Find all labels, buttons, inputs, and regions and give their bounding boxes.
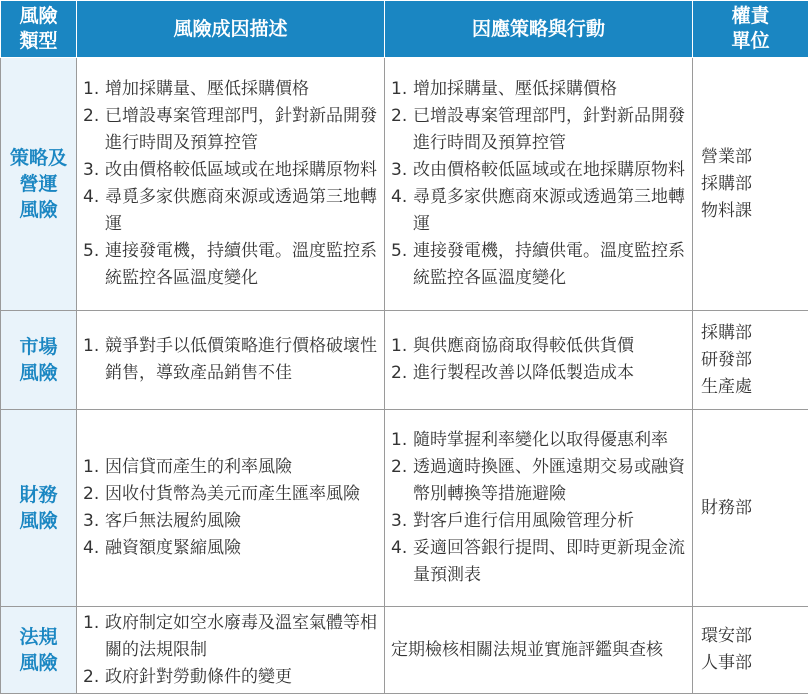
unit-cell — [693, 607, 808, 694]
list-item: 2. 已增設專案管理部門，針對新品開發進行時間及預算控管 — [83, 106, 377, 153]
list-item: 1. 隨時掌握利率變化以取得優惠利率 — [391, 430, 668, 450]
list-item: 3. 改由價格較低區域或在地採購原物料 — [391, 160, 685, 180]
unit-name: 採購部 — [701, 322, 752, 343]
cause-cell — [77, 607, 385, 694]
header-responsible-unit — [693, 1, 808, 58]
strategy-cell — [385, 58, 693, 311]
list-item: 1. 與供應商協商取得較低供貨價 — [391, 336, 634, 356]
list-item: 2. 進行製程改善以降低製造成本 — [391, 363, 634, 383]
list-item: 3. 客戶無法履約風險 — [83, 511, 241, 531]
table-row — [1, 607, 808, 694]
list-item: 5. 連接發電機，持續供電。溫度監控系統監控各區溫度變化 — [83, 241, 377, 288]
list-item: 4. 妥適回答銀行提問、即時更新現金流量預測表 — [391, 538, 685, 585]
unit-cell — [693, 311, 808, 410]
cause-list — [83, 610, 378, 691]
table-row — [1, 311, 808, 410]
strategy-cell — [385, 607, 693, 694]
risk-type-cell — [1, 311, 77, 410]
risk-type-cell — [1, 410, 77, 607]
risk-type-line: 市場 — [19, 336, 58, 358]
list-item: 4. 融資額度緊縮風險 — [83, 538, 241, 558]
table-row — [1, 410, 808, 607]
header-risk-type — [1, 1, 77, 58]
unit-name: 研發部 — [701, 349, 752, 370]
risk-type-line: 風險 — [19, 652, 58, 674]
header-unit-line: 單位 — [731, 30, 770, 52]
header-unit-line: 權責 — [731, 5, 770, 27]
strategy-cell — [385, 410, 693, 607]
unit-name: 生產處 — [701, 376, 752, 397]
unit-name: 物料課 — [701, 200, 752, 221]
unit-name: 環安部 — [701, 626, 752, 646]
header-row — [1, 1, 808, 58]
strategy-cell — [385, 311, 693, 410]
header-strategy: 因應策略與行動 — [385, 1, 693, 58]
unit-cell — [693, 58, 808, 311]
list-item: 4. 尋覓多家供應商來源或透過第三地轉運 — [391, 187, 685, 234]
cause-cell — [77, 311, 385, 410]
cause-list — [83, 76, 378, 292]
risk-type-cell — [1, 607, 77, 694]
list-item: 1. 政府制定如空水廢毒及溫室氣體等相關的法規限制 — [83, 612, 377, 660]
cause-list — [83, 333, 378, 387]
unit-name: 營業部 — [701, 146, 752, 167]
risk-type-line: 策略及 — [9, 147, 67, 169]
list-item: 5. 連接發電機，持續供電。溫度監控系統監控各區溫度變化 — [391, 241, 685, 288]
unit-cell — [693, 410, 808, 607]
list-item: 1. 競爭對手以低價策略進行價格破壞性銷售，導致產品銷售不佳 — [83, 336, 377, 383]
risk-type-line: 風險 — [19, 199, 58, 221]
strategy-text: 定期檢核相關法規並實施評鑑與查核 — [391, 639, 663, 660]
list-item: 2. 透過適時換匯、外匯遠期交易或融資幣別轉換等措施避險 — [391, 457, 685, 504]
list-item: 2. 因收付貨幣為美元而產生匯率風險 — [83, 484, 360, 504]
list-item: 2. 已增設專案管理部門，針對新品開發進行時間及預算控管 — [391, 106, 685, 153]
risk-type-line: 風險 — [19, 362, 58, 384]
risk-type-cell — [1, 58, 77, 311]
header-risk-cause: 風險成因描述 — [77, 1, 385, 58]
strategy-list — [391, 333, 686, 387]
table-row — [1, 58, 808, 311]
list-item: 2. 政府針對勞動條件的變更 — [83, 666, 292, 687]
risk-type-line: 財務 — [19, 484, 58, 506]
list-item: 4. 尋覓多家供應商來源或透過第三地轉運 — [83, 187, 377, 234]
cause-list — [83, 454, 378, 562]
unit-name: 人事部 — [701, 653, 752, 673]
list-item: 1. 增加採購量、壓低採購價格 — [83, 79, 309, 99]
list-item: 1. 因信貸而產生的利率風險 — [83, 457, 292, 477]
list-item: 3. 對客戶進行信用風險管理分析 — [391, 511, 634, 531]
strategy-list — [391, 76, 686, 292]
list-item: 3. 改由價格較低區域或在地採購原物料 — [83, 160, 377, 180]
cause-cell — [77, 410, 385, 607]
risk-type-line: 法規 — [19, 626, 58, 648]
risk-type-line: 營運 — [19, 173, 58, 195]
list-item: 1. 增加採購量、壓低採購價格 — [391, 79, 617, 99]
unit-name: 採購部 — [701, 173, 752, 194]
cause-cell — [77, 58, 385, 311]
header-risk-type-line: 風險 — [19, 5, 58, 27]
strategy-list — [391, 427, 686, 589]
header-risk-type-line: 類型 — [19, 30, 58, 52]
risk-type-line: 風險 — [19, 510, 58, 532]
unit-name: 財務部 — [701, 497, 752, 518]
